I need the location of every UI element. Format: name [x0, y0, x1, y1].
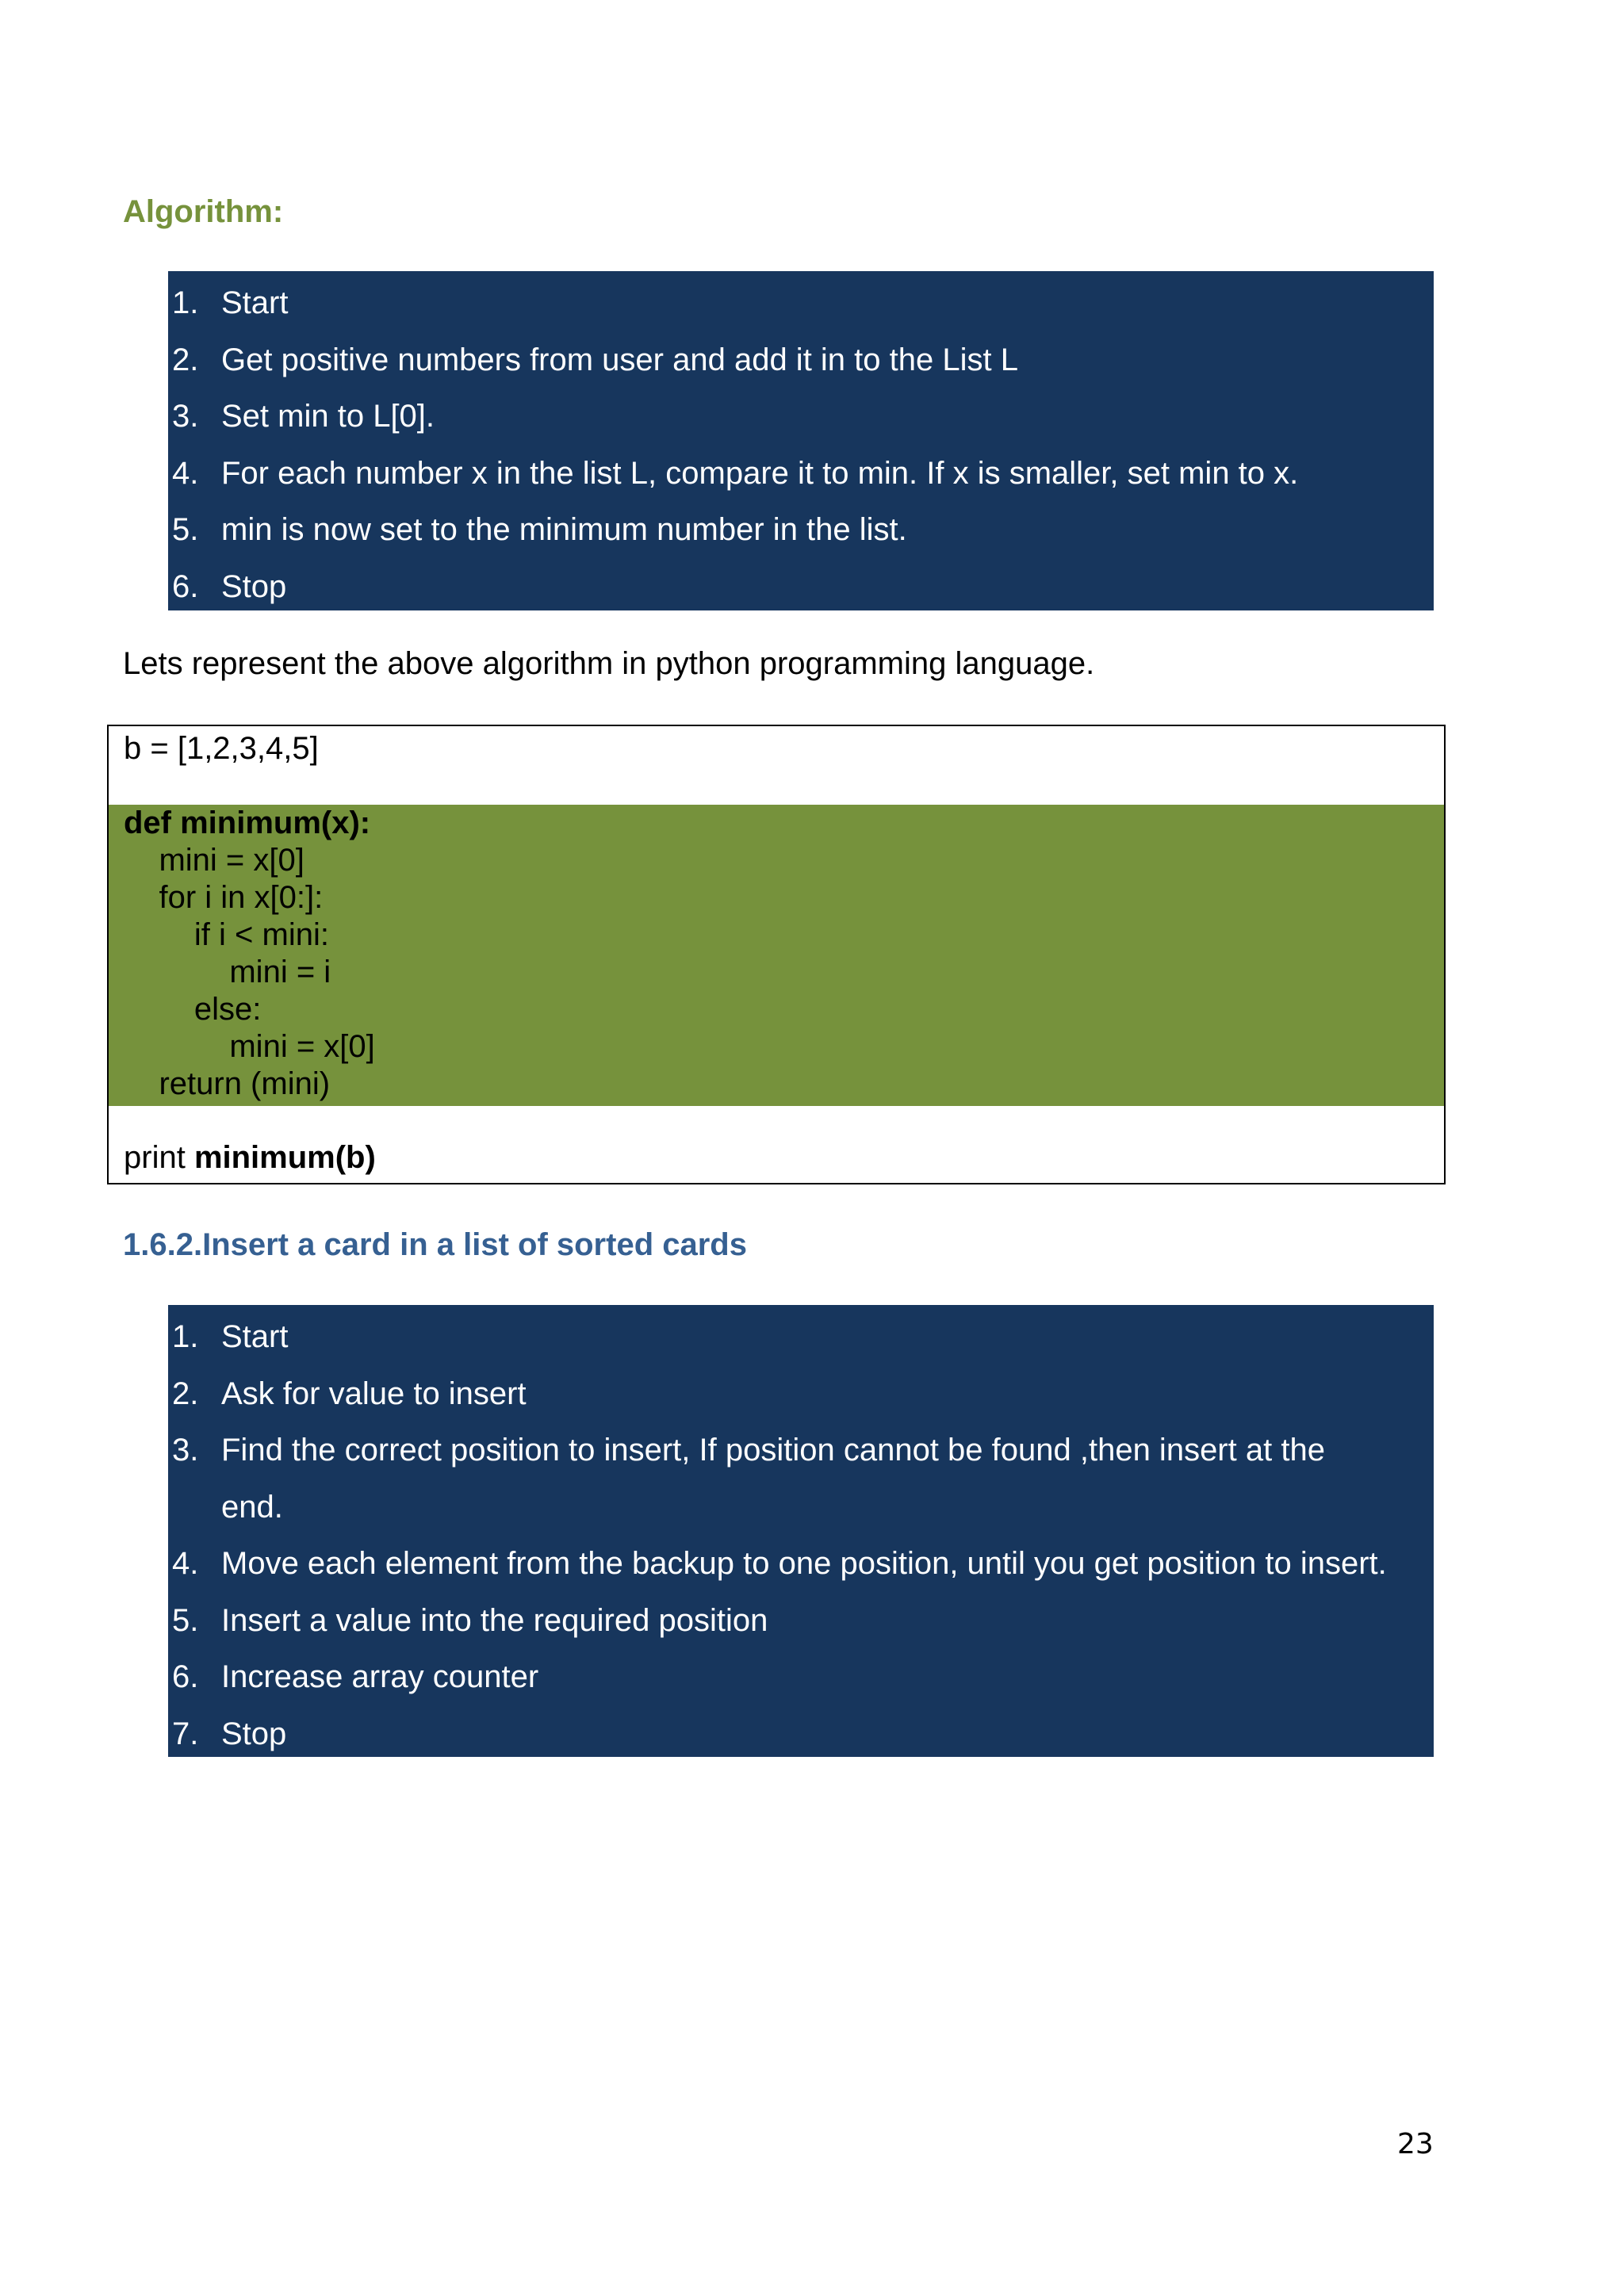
step-text: Stop [221, 1716, 287, 1751]
step-number: 2. [172, 1376, 199, 1411]
list-item [168, 446, 1434, 503]
insert-section-heading: 1.6.2.Insert a card in a list of sorted cards [123, 1227, 747, 1262]
code-line: b = [1,2,3,4,5] [124, 731, 319, 766]
step-text: Ask for value to insert [221, 1376, 527, 1411]
code-line: mini = x[0] [124, 843, 304, 878]
step-number: 6. [172, 568, 199, 604]
list-item [168, 1649, 1434, 1706]
step-number: 4. [172, 1546, 199, 1581]
list-item [168, 388, 1434, 446]
list-item [168, 275, 1434, 332]
page-number: 23 [1397, 2128, 1434, 2160]
list-item [168, 1366, 1434, 1423]
step-text: Insert a value into the required position [221, 1602, 768, 1638]
intro-paragraph: Lets represent the above algorithm in python programming language. [123, 646, 1095, 681]
step-number: 1. [172, 285, 199, 320]
code-line: for i in x[0:]: [124, 880, 324, 915]
step-number: 5. [172, 512, 199, 547]
list-item [168, 332, 1434, 389]
step-number: 2. [172, 342, 199, 377]
step-text: Stop [221, 568, 287, 604]
code-line: mini = i [124, 955, 331, 989]
step-text: Start [221, 285, 289, 320]
code-line: mini = x[0] [124, 1029, 375, 1064]
algorithm-steps-list [168, 275, 1434, 615]
step-number: 5. [172, 1602, 199, 1638]
code-block [107, 725, 1446, 1184]
list-item [168, 1706, 1434, 1763]
step-number: 1. [172, 1319, 199, 1354]
print-call: minimum(b) [193, 1140, 376, 1175]
step-number: 7. [172, 1716, 199, 1751]
print-keyword: print [124, 1140, 194, 1175]
code-highlight-region [109, 805, 1444, 1106]
code-print-line [124, 1139, 376, 1177]
step-number: 3. [172, 1433, 199, 1468]
code-line: return (mini) [124, 1066, 331, 1101]
step-text: Increase array counter [221, 1659, 539, 1694]
algorithm-steps-box [168, 271, 1434, 610]
list-item [168, 1593, 1434, 1650]
code-line: if i < mini: [124, 917, 329, 952]
list-item [168, 559, 1434, 616]
step-text: min is now set to the minimum number in the list. [221, 512, 907, 547]
insert-steps-list [168, 1309, 1434, 1762]
step-text: Set min to L[0]. [221, 399, 435, 434]
list-item [168, 1309, 1434, 1366]
insert-steps-box [168, 1305, 1434, 1757]
step-text: Get positive numbers from user and add it in to the List L [221, 342, 1018, 377]
step-number: 4. [172, 455, 199, 491]
step-text: Start [221, 1319, 289, 1354]
step-text: Move each element from the backup to one position, until you get position to insert. [221, 1546, 1387, 1581]
algorithm-heading: Algorithm: [123, 194, 284, 229]
step-number: 3. [172, 399, 199, 434]
step-text: Find the correct position to insert, If position cannot be found ,then insert at the end. [221, 1433, 1325, 1525]
code-line: else: [124, 992, 262, 1027]
list-item [168, 502, 1434, 559]
step-number: 6. [172, 1659, 199, 1694]
list-item [168, 1536, 1434, 1593]
code-def-line: def minimum(x): [124, 806, 371, 840]
step-text: For each number x in the list L, compare it to min. If x is smaller, set min to x. [221, 455, 1299, 491]
list-item [168, 1422, 1434, 1536]
